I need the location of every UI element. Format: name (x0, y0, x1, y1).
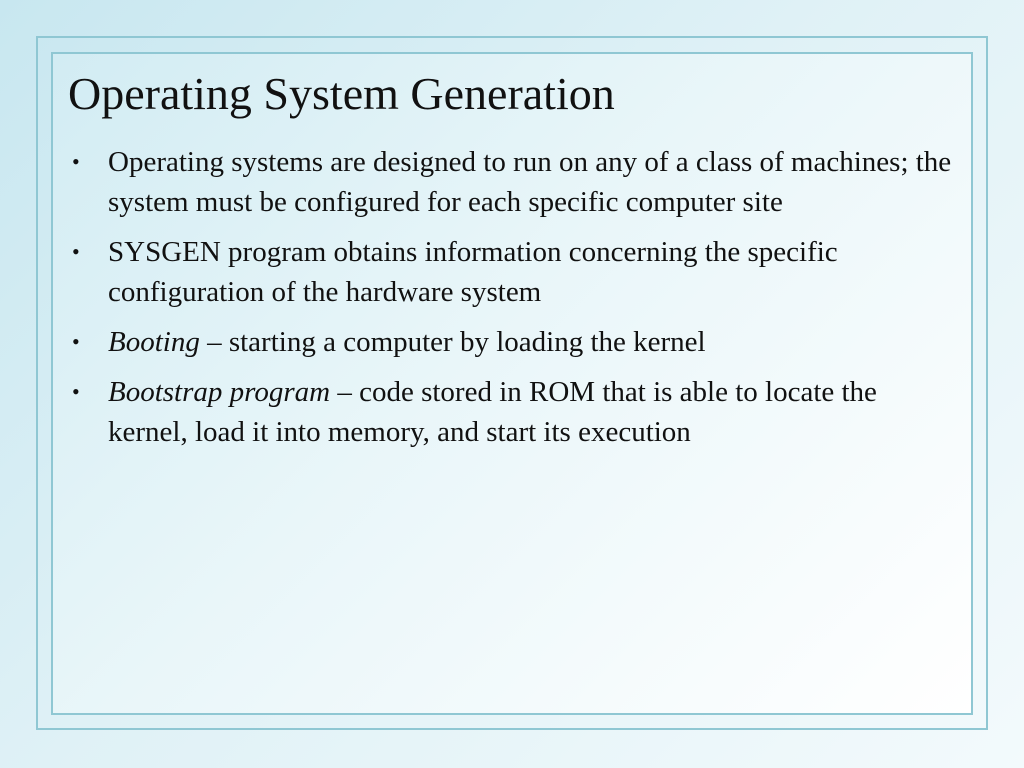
bullet-marker: • (72, 379, 80, 404)
slide-title: Operating System Generation (68, 68, 615, 119)
bullet-text: Operating systems are designed to run on any of a class of machines; the system must be configured for each specific computer site (108, 146, 952, 218)
bullet-list (70, 142, 960, 462)
bullet-marker: • (72, 149, 80, 174)
bullet-term: Bootstrap program (108, 376, 331, 408)
bullet-term: Booting (108, 326, 200, 358)
bullet-marker: • (72, 329, 80, 354)
bullet-item-bootstrap-program (70, 372, 960, 452)
bullet-item-booting (70, 322, 960, 362)
bullet-text: SYSGEN program obtains information concerning the specific configuration of the hardware system (108, 236, 838, 308)
bullet-marker: • (72, 239, 80, 264)
bullet-text: – starting a computer by loading the kernel (199, 326, 706, 358)
bullet-item-os-configuration (70, 142, 960, 222)
bullet-item-sysgen (70, 232, 960, 312)
bullet-text: – code stored in ROM that is able to locate the kernel, load it into memory, and start its execution (108, 376, 877, 448)
